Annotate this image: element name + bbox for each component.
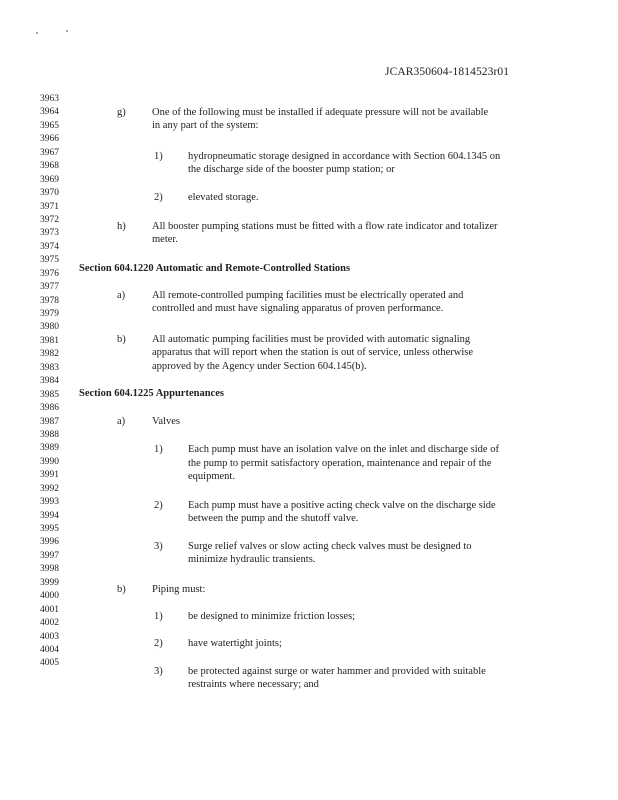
line-number: 3997 [40,550,59,561]
line-number: 3994 [40,510,59,521]
section-1225-a-heading: Valves [152,416,180,427]
scan-speck [66,30,68,32]
section-1220-a-line2: controlled and must have signaling apparatus of proven performance. [152,303,444,314]
line-number: 4004 [40,644,59,655]
line-number: 3964 [40,107,59,118]
valves-label-1: 1) [154,444,163,455]
line-number: 3973 [40,228,59,239]
line-number: 3981 [40,335,59,346]
section-1220-a-line1: All remote-controlled pumping facilities must be electrically operated and [152,290,464,301]
item-h-text-line1: All booster pumping stations must be fitted with a flow rate indicator and totalizer [152,221,498,232]
line-number: 3965 [40,120,59,131]
section-1225-label-a: a) [117,416,126,427]
line-number: 3963 [40,94,59,104]
line-number: 3978 [40,295,59,306]
line-number: 3985 [40,389,59,400]
line-number: 3970 [40,188,59,199]
line-number: 3983 [40,362,59,373]
section-1220-b-line1: All automatic pumping facilities must be provided with automatic signaling [152,334,471,345]
line-number: 3992 [40,483,59,494]
line-number: 3989 [40,443,59,454]
valves-1-line3: equipment. [188,471,235,482]
section-1225-heading: Section 604.1225 Appurtenances [79,388,224,399]
piping-1-line1: be designed to minimize friction losses; [188,611,356,622]
line-number: 3967 [40,147,59,158]
scan-speck [36,32,38,34]
valves-3-line2: minimize hydraulic transients. [188,554,316,565]
line-number: 3990 [40,456,59,467]
subitem-g2-line1: elevated storage. [188,192,259,203]
section-1220-heading: Section 604.1220 Automatic and Remote-Controlled Stations [79,263,351,274]
section-1220-label-a: a) [117,290,126,301]
line-number: 4001 [40,604,59,615]
subitem-label-g2: 2) [154,192,163,203]
item-g-text-line2: in any part of the system: [152,120,259,131]
line-number: 3968 [40,161,59,172]
item-h-text-line2: meter. [152,234,178,245]
line-number: 3976 [40,268,59,279]
line-number: 3972 [40,214,59,225]
item-label-g: g) [117,107,126,118]
line-number: 3977 [40,282,59,293]
section-1225-label-b: b) [117,584,126,595]
line-number: 3966 [40,134,59,145]
line-number: 3993 [40,497,59,508]
piping-label-3: 3) [154,666,163,677]
valves-2-line2: between the pump and the shutoff valve. [188,513,359,524]
line-number: 3969 [40,174,59,185]
line-number: 3980 [40,322,59,333]
line-number: 3996 [40,537,59,548]
valves-1-line1: Each pump must have an isolation valve on the inlet and discharge side of [188,444,499,455]
piping-label-2: 2) [154,638,163,649]
section-1220-b-line3: approved by the Agency under Section 604.145(b). [152,361,367,372]
line-number: 4005 [40,658,59,669]
subitem-g1-line1: hydropneumatic storage designed in accordance with Section 604.1345 on [188,151,501,162]
section-1225-b-heading: Piping must: [152,584,206,595]
valves-label-3: 3) [154,541,163,552]
subitem-g1-line2: the discharge side of the booster pump station; or [188,164,395,175]
piping-label-1: 1) [154,611,163,622]
section-1220-b-line2: apparatus that will report when the station is out of service, unless otherwise [152,347,474,358]
subitem-label-g1: 1) [154,151,163,162]
piping-3-line1: be protected against surge or water hammer and provided with suitable [188,666,486,677]
line-number: 3975 [40,255,59,266]
valves-3-line1: Surge relief valves or slow acting check valves must be designed to [188,541,472,552]
line-number: 3988 [40,429,59,440]
line-number: 3995 [40,524,59,534]
valves-1-line2: the pump to permit satisfactory operation, maintenance and repair of the [188,458,492,469]
section-1220-label-b: b) [117,334,126,345]
line-number: 4003 [40,631,59,642]
piping-2-line1: have watertight joints; [188,638,282,649]
line-number: 3982 [40,349,59,360]
piping-3-line2: restraints where necessary; and [188,679,319,690]
item-label-h: h) [117,221,126,232]
line-number: 3987 [40,416,59,427]
valves-2-line1: Each pump must have a positive acting check valve on the discharge side [188,500,496,511]
line-number: 3991 [40,470,59,481]
document-id: JCAR350604-1814523r01 [385,66,510,78]
line-number: 3986 [40,403,59,414]
line-number: 3974 [40,241,59,252]
line-number: 4002 [40,618,59,629]
line-number: 3971 [40,201,59,212]
line-number-column [40,93,68,671]
line-number: 3979 [40,309,59,319]
valves-label-2: 2) [154,500,163,511]
line-number: 3984 [40,376,59,387]
item-g-text-line1: One of the following must be installed if adequate pressure will not be available [152,107,489,118]
line-number: 4000 [40,591,59,602]
line-number: 3999 [40,577,59,588]
line-number: 3998 [40,564,59,575]
